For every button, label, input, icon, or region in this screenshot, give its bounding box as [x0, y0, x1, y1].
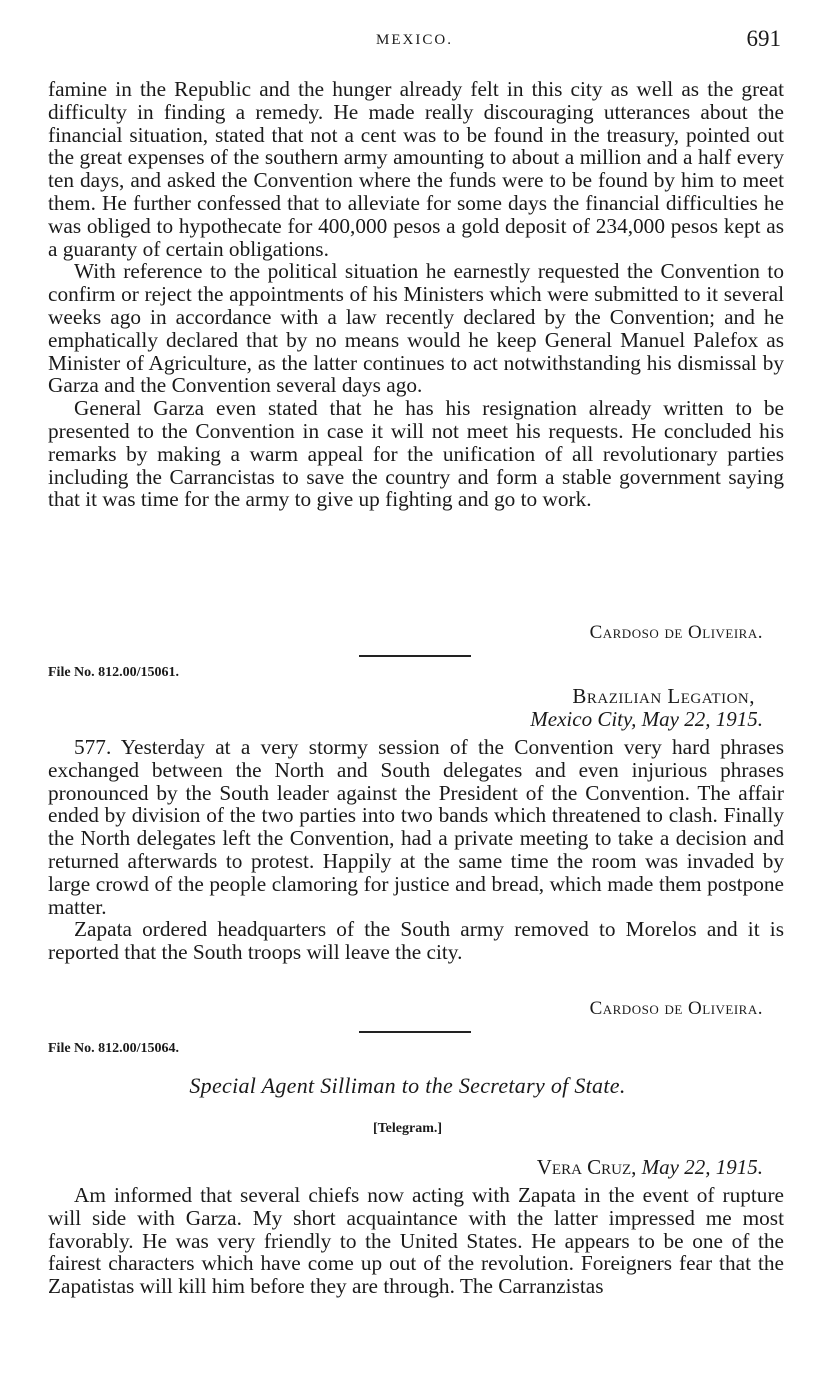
- running-title: MEXICO.: [376, 32, 453, 48]
- section3-place-date: [537, 1155, 763, 1180]
- document-type: [Telegram.]: [372, 1121, 443, 1136]
- legation-name: Brazilian Legation,: [572, 684, 755, 708]
- section1-paragraph-2: With reference to the political situation he earnestly requested the Convention to confirm or reject the appointments of his Ministers which were submitted to it several weeks ago in accordance with a law recently declared by the Convention; and he emphatically declared that by no means would he keep General Manuel Palefox as Minister of Agriculture, as the latter continues to act notwithstanding his dismissal by Garza and the Convention several days ago.: [48, 259, 784, 398]
- section2-paragraph-1: 577. Yesterday at a very stormy session of the Convention very hard phrases exchanged between the North and South delegates and even injurious phrases pronounced by the South leader against the President of the Convention. The affair ended by division of the two parties into two bands which threatened to clash. Finally the North delegates left the Convention, had a private meeting to take a decision and returned afterwards to protest. Happily at the same time the room was invaded by large crowd of the people clamoring for justice and bread, which made them postpone matter.: [48, 735, 784, 919]
- section3-paragraph-1: Am informed that several chiefs now acting with Zapata in the event of rupture will side with Garza. My short acquaintance with the latter impressed me most favorably. He was very friendly to the United States. He appears to be one of the fairest characters which have come up out of the revolution. Foreigners fear that the Zapatistas will kill him before they are through. The Carranzistas: [48, 1183, 784, 1299]
- section1-paragraph-3: General Garza even stated that he has his resignation already written to be presented to the Convention in case it will not meet his requests. He concluded his remarks by making a warm appeal for the unification of all revolutionary parties including the Carrancistas to save the country and form a stable government saying that it was time for the army to give up fighting and go to work.: [48, 396, 784, 512]
- page-number: 691: [746, 26, 781, 51]
- section2-body: [48, 736, 784, 964]
- section1-signature: Cardoso de Oliveira.: [589, 622, 763, 643]
- section3-place: Vera Cruz,: [536, 1155, 637, 1179]
- divider-rule-2: [359, 1031, 471, 1033]
- section2-place-date: Mexico City, May 22, 1915.: [530, 707, 763, 731]
- running-head: [48, 26, 781, 56]
- divider-rule-1: [359, 655, 471, 657]
- section1-body: [48, 78, 784, 511]
- section3-body: [48, 1184, 784, 1298]
- section1-paragraph-1: famine in the Republic and the hunger already felt in this city as well as the great difficulty in finding a remedy. He made really discouraging utterances about the financial situation, stated that not a cent was to be found in the treasury, pointed out the great expenses of the southern army amounting to about a million and a half every ten days, and asked the Convention where the funds were to be found by him to meet them. He further confessed that to alleviate for some days the financial difficulties he was obliged to hypothecate for 400,000 pesos a gold deposit of 234,000 pesos kept as a guaranty of certain obligations.: [48, 77, 784, 261]
- section3-date: May 22, 1915.: [641, 1155, 763, 1179]
- section2-file-number: File No. 812.00/15061.: [48, 665, 180, 680]
- section2-paragraph-2: Zapata ordered headquarters of the South army removed to Morelos and it is reported that the South troops will leave the city.: [48, 917, 784, 965]
- section2-signature: Cardoso de Oliveira.: [589, 998, 763, 1019]
- section3-file-number: File No. 812.00/15064.: [48, 1041, 180, 1056]
- document-heading: Special Agent Silliman to the Secretary of State.: [189, 1073, 626, 1098]
